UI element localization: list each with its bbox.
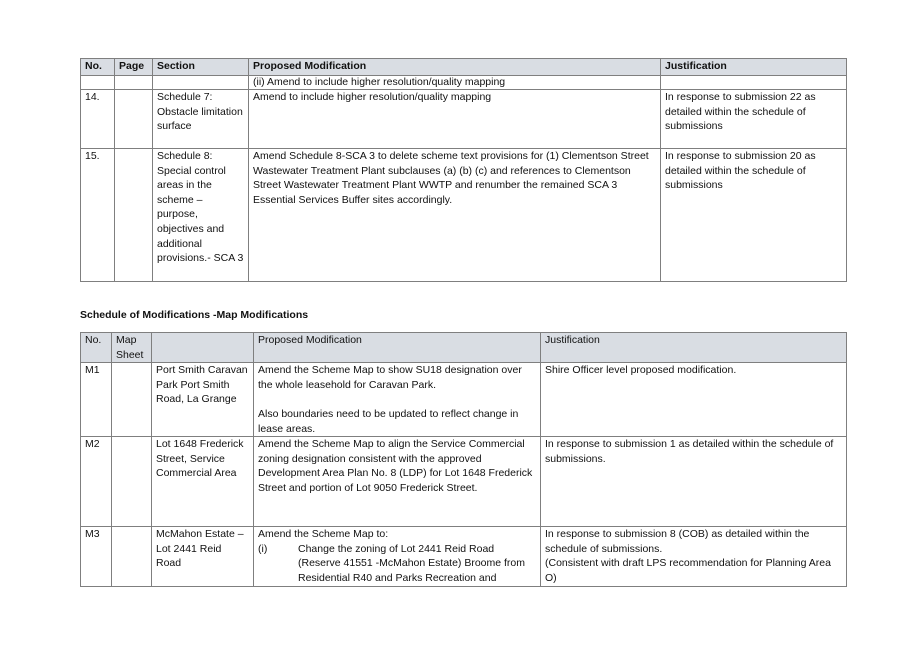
header-no: No. <box>81 333 112 363</box>
cell-section: Schedule 7: Obstacle limitation surface <box>153 90 249 149</box>
cell-no: 14. <box>81 90 115 149</box>
cell-justification <box>661 76 847 90</box>
cell-proposed <box>254 527 541 587</box>
proposed-item-text: Change the zoning of Lot 2441 Reid Road <box>298 542 495 555</box>
cell-no: M2 <box>81 437 112 527</box>
table-row <box>81 527 847 587</box>
cell-section: Schedule 8: Special control areas in the scheme – purpose, objectives and additional provisions.- SCA 3 <box>153 149 249 282</box>
cell-location: McMahon Estate – Lot 2441 Reid Road <box>152 527 254 587</box>
section-heading: Schedule of Modifications -Map Modifications <box>80 309 309 321</box>
proposed-item-number: (i) <box>258 542 268 555</box>
header-location <box>152 333 254 363</box>
cell-justification: In response to submission 20 as detailed within the schedule of submissions <box>661 149 847 282</box>
cell-location: Port Smith Caravan Park Port Smith Road, La Grange <box>152 363 254 437</box>
proposed-intro: Amend the Scheme Map to: <box>258 528 389 541</box>
header-proposed: Proposed Modification <box>249 59 661 76</box>
header-justification: Justification <box>541 333 847 363</box>
cell-map-sheet <box>112 363 152 437</box>
cell-page <box>115 76 153 90</box>
header-proposed: Proposed Modification <box>254 333 541 363</box>
modifications-table <box>80 58 847 282</box>
cell-no: M1 <box>81 363 112 437</box>
header-section: Section <box>153 59 249 76</box>
cell-justification: Shire Officer level proposed modification. <box>541 363 847 437</box>
cell-proposed: Amend the Scheme Map to align the Service Commercial zoning designation consistent with the approved Development Area Plan No. 8 (LDP) for Lot 1648 Frederick Street and portion of Lot 9050 Frederick Street. <box>254 437 541 527</box>
cell-no: M3 <box>81 527 112 587</box>
cell-location: Lot 1648 Frederick Street, Service Commercial Area <box>152 437 254 527</box>
header-page: Page <box>115 59 153 76</box>
cell-map-sheet <box>112 527 152 587</box>
header-justification: Justification <box>661 59 847 76</box>
cell-proposed: Amend to include higher resolution/quality mapping <box>249 90 661 149</box>
cell-map-sheet <box>112 437 152 527</box>
cell-proposed: Amend the Scheme Map to show SU18 designation over the whole leasehold for Caravan Park. Also boundaries need to be updated to reflect change in lease areas. <box>254 363 541 437</box>
cell-no <box>81 76 115 90</box>
table-header-row <box>81 333 847 363</box>
table-header-row <box>81 59 847 76</box>
cell-proposed: Amend Schedule 8-SCA 3 to delete scheme text provisions for (1) Clementson Street Wastewater Treatment Plant subclauses (a) (b) (c) and references to Clementson Street Wastewater Treatment Plant WWTP and renumber the remained SCA 3 Essential Services Buffer sites accordingly. <box>249 149 661 282</box>
table-row-continuation <box>81 76 847 90</box>
cell-justification: In response to submission 1 as detailed within the schedule of submissions. <box>541 437 847 527</box>
table-row <box>81 90 847 149</box>
proposed-item <box>258 542 536 586</box>
map-modifications-table <box>80 332 847 587</box>
cell-page <box>115 90 153 149</box>
table-row <box>81 363 847 437</box>
proposed-item-continued: (Reserve 41551 -McMahon Estate) Broome from Residential R40 and Parks Recreation and <box>298 557 526 584</box>
header-map-sheet: Map Sheet <box>112 333 152 363</box>
cell-proposed: (ii) Amend to include higher resolution/quality mapping <box>249 76 661 90</box>
cell-page <box>115 149 153 282</box>
cell-justification: In response to submission 22 as detailed within the schedule of submissions <box>661 90 847 149</box>
header-no: No. <box>81 59 115 76</box>
cell-justification: In response to submission 8 (COB) as detailed within the schedule of submissions. (Consistent with draft LPS recommendation for Planning Area O) <box>541 527 847 587</box>
table-row <box>81 437 847 527</box>
table-row <box>81 149 847 282</box>
cell-no: 15. <box>81 149 115 282</box>
cell-section <box>153 76 249 90</box>
